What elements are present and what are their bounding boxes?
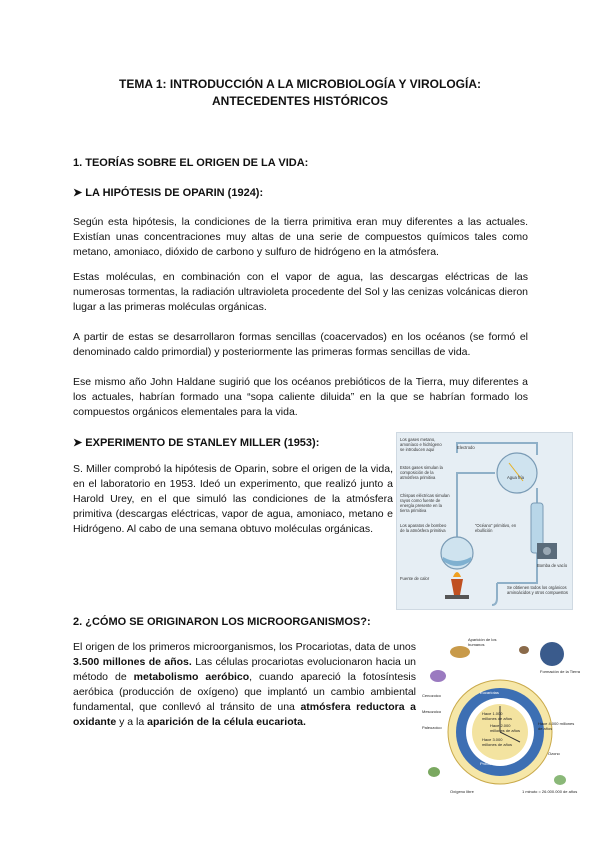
microorganisms-paragraph xyxy=(73,640,416,730)
fig2-label-minuto: 1 minuto = 26.000.000 de años xyxy=(522,789,578,794)
fig2-label-ozono: Ozono xyxy=(548,751,560,756)
fig2-label-formacion: Formación de la Tierra xyxy=(540,669,580,674)
miller-heading: ➤ EXPERIMENTO DE STANLEY MILLER (1953): xyxy=(73,437,320,449)
miller-apparatus-figure xyxy=(396,432,573,610)
oparin-paragraph-2: Estas moléculas, en combinación con el vapor de agua, las descargas eléctricas de las numerosas tormentas, la radiación ultravioleta procedente del Sol y las cenizas volcánicas dieron lugar a las primeras moléculas orgánicas. xyxy=(73,271,528,313)
fig2-label-3000: Hace 3.000 millones de años xyxy=(482,737,513,747)
fig1-label-bombeo: Los aparatos de bombeo de la atmósfera primitiva xyxy=(400,523,447,533)
fig2-label-paleozoico: Paleozoico xyxy=(422,725,442,730)
fig2-label-mesozoico: Mesozoico xyxy=(422,709,442,714)
fig2-label-cenozoico: Cenozoico xyxy=(422,693,441,698)
miller-apparatus-drawing xyxy=(397,433,573,610)
fig1-label-chispas: Chispas eléctricas simulan rayos como fuente de energía presente en la tierra primitiva xyxy=(400,493,450,513)
para-text-4: y a la xyxy=(116,716,148,728)
title-line-1: TEMA 1: INTRODUCCIÓN A LA MICROBIOLOGÍA Y VIROLOGÍA: xyxy=(119,77,481,91)
fig2-label-1000: Hace 1.000 millones de años xyxy=(482,711,513,721)
fig1-label-oceano: “Océano” primitivo, en ebullición xyxy=(475,523,517,533)
miller-paragraph: S. Miller comprobó la hipótesis de Oparin, sobre el origen de la vida, en el laboratorio en 1953. Ideó un experimento, que realizó junto a Harold Urey, en el que simuló las condiciones de la atmósfera primitiva (descargas eléctricas, vapor de agua, amoniaco, metano e Hidrógeno. Al cabo de una semana obtuvo moléculas orgánicas. xyxy=(73,463,393,535)
fig1-label-calor: Fuente de calor xyxy=(400,576,430,581)
document-title xyxy=(60,76,540,110)
fig1-label-organicos: Se obtienen todos los orgánicos aminoácidos y otros compuestos xyxy=(507,585,568,595)
oparin-paragraph-4: Ese mismo año John Haldane sugirió que los océanos prebióticos de la Tierra, muy diferentes a los actuales, habrían formado una “sopa caliente diluida” en la que se habrían formado los compuestos orgánicos elementales para la vida. xyxy=(73,376,528,418)
para-bold-2: metabolismo aeróbico xyxy=(133,671,250,683)
fig1-label-gases: Los gases metano, amoníaco e hidrógeno se introducen aquí xyxy=(400,437,442,452)
geologic-clock-figure xyxy=(420,630,580,810)
fig1-label-electrodo: Electrodo xyxy=(457,445,475,450)
para-text-3: , cuando apareció la fotosíntesis aeróbica (producción de oxígeno) que implantó un cambio ambiental fundamental, que conllevó al tránsito de una xyxy=(73,671,416,713)
title-line-2: ANTECEDENTES HISTÓRICOS xyxy=(211,94,388,108)
oparin-paragraph-1: Según esta hipótesis, la condiciones de la tierra primitiva eran muy diferentes a las actuales. Existían unas concentraciones muy altas de una serie de compuestos químicos tales como metano, amoniaco, dióxido de carbono y sulfuro de hidrógeno en la atmósfera. xyxy=(73,216,528,258)
oparin-paragraph-3: A partir de estas se desarrollaron formas sencillas (coacervados) en los océanos (se formó el denominado caldo primordial) y posteriormente las primeras formas sencillas de vida. xyxy=(73,331,528,358)
fig2-label-eucariotas: Eucariotas xyxy=(480,690,499,695)
fig2-label-oxigeno: Oxígeno libre xyxy=(450,789,474,794)
para-bold-1: 3.500 millones de años. xyxy=(73,656,192,668)
fig2-label-2000: Hace 2.000 millones de años xyxy=(490,723,521,733)
para-text-1: El origen de los primeros microorganismos, los Procariotas, data de unos xyxy=(73,641,416,653)
oparin-heading: ➤ LA HIPÓTESIS DE OPARIN (1924): xyxy=(73,187,264,199)
fig2-label-4000: Hace 4.000 millones de años xyxy=(538,721,575,731)
fig1-label-bomba: Bomba de vacío xyxy=(537,563,568,568)
para-text-2: Las células procariotas evolucionaron hacia un método de xyxy=(73,656,416,683)
para-bold-3: atmósfera reductora a oxidante xyxy=(73,701,416,728)
section-2-heading: 2. ¿CÓMO SE ORIGINARON LOS MICROORGANISMOS?: xyxy=(73,616,371,628)
fig2-label-procariotas: Procariotas xyxy=(480,761,501,766)
fig1-label-agua: Agua fría xyxy=(507,475,524,480)
fig1-label-atmosfera: Estos gases simulan la composición de la atmósfera primitiva xyxy=(400,465,443,480)
fig2-label-humanos: Aparición de los humanos xyxy=(468,637,497,647)
section-1-heading: 1. TEORÍAS SOBRE EL ORIGEN DE LA VIDA: xyxy=(73,157,309,169)
para-bold-4: aparición de la célula eucariota. xyxy=(147,716,306,728)
